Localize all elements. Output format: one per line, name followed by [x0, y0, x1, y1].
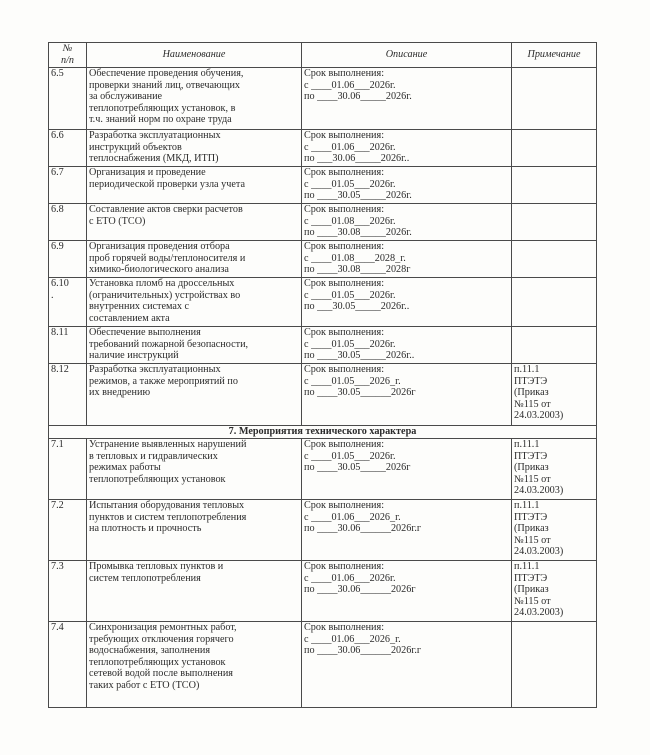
row-number: 6.8	[49, 204, 87, 241]
table-row	[49, 327, 597, 364]
table-row	[49, 622, 597, 708]
row-description: Срок выполнения: с ____01.08____2028_г. по ____30.08_____2028г	[302, 241, 512, 278]
document-sheet	[48, 42, 596, 708]
row-name: Устранение выявленных нарушений в тепловых и гидравлических режимах работы теплопотребляющих установок	[87, 439, 302, 500]
row-description: Срок выполнения: с ____01.06___2026_г. по ____30.06______2026г.г	[302, 622, 512, 708]
measures-table	[48, 42, 597, 708]
row-name: Организация проведения отбора проб горячей воды/теплоносителя и химико-биологического анализа	[87, 241, 302, 278]
row-note: п.11.1 ПТЭТЭ (Приказ №115 от 24.03.2003)	[512, 364, 597, 426]
row-name: Составление актов сверки расчетов с ЕТО (ТСО)	[87, 204, 302, 241]
table-row	[49, 167, 597, 204]
row-name: Разработка эксплуатационных режимов, а также мероприятий по их внедрению	[87, 364, 302, 426]
row-description: Срок выполнения: с ____01.05___2026г. по ___30.05_____2026г..	[302, 278, 512, 327]
row-note	[512, 327, 597, 364]
row-description: Срок выполнения: с ____01.06___2026г. по ____30.06_____2026г.	[302, 68, 512, 130]
row-name: Обеспечение выполнения требований пожарной безопасности, наличие инструкций	[87, 327, 302, 364]
header-number: № п/п	[49, 43, 87, 68]
row-name: Испытания оборудования тепловых пунктов и систем теплопотребления на плотность и прочность	[87, 500, 302, 561]
row-name: Установка пломб на дроссельных (ограничительных) устройствах во внутренних системах с составлением акта	[87, 278, 302, 327]
row-number: 6.5	[49, 68, 87, 130]
row-note	[512, 167, 597, 204]
row-number: 7.3	[49, 561, 87, 622]
row-note	[512, 622, 597, 708]
row-name: Синхронизация ремонтных работ, требующих отключения горячего водоснабжения, заполнения теплопотребляющих установок сетевой водой после выполнения таких работ с ЕТО (ТСО)	[87, 622, 302, 708]
row-description: Срок выполнения: с ____01.05___2026г. по ____30.05_____2026г.	[302, 167, 512, 204]
row-note	[512, 278, 597, 327]
header-description: Описание	[302, 43, 512, 68]
table-row	[49, 561, 597, 622]
row-name: Обеспечение проведения обучения, проверки знаний лиц, отвечающих за обслуживание теплопотребляющих установок, в т.ч. знаний норм по охране труда	[87, 68, 302, 130]
row-description: Срок выполнения: с ____01.06___2026г. по ____30.06______2026г	[302, 561, 512, 622]
table-row	[49, 364, 597, 426]
row-note	[512, 204, 597, 241]
row-description: Срок выполнения: с ____01.05___2026_г. по ____30.05______2026г	[302, 364, 512, 426]
section-title: 7. Мероприятия технического характера	[49, 426, 597, 439]
header-note: Примечание	[512, 43, 597, 68]
table-header-row	[49, 43, 597, 68]
row-note	[512, 241, 597, 278]
row-description: Срок выполнения: с ____01.06___2026г. по ___30.06_____2026г..	[302, 130, 512, 167]
row-note	[512, 68, 597, 130]
row-number: 7.2	[49, 500, 87, 561]
header-name: Наименование	[87, 43, 302, 68]
row-note: п.11.1 ПТЭТЭ (Приказ №115 от 24.03.2003)	[512, 561, 597, 622]
row-note: п.11.1 ПТЭТЭ (Приказ №115 от 24.03.2003)	[512, 500, 597, 561]
row-number: 8.11	[49, 327, 87, 364]
row-description: Срок выполнения: с ____01.05___2026г. по ____30.05_____2026г..	[302, 327, 512, 364]
table-row	[49, 278, 597, 327]
table-row	[49, 68, 597, 130]
table-row	[49, 130, 597, 167]
row-name: Разработка эксплуатационных инструкций объектов теплоснабжения (МКД, ИТП)	[87, 130, 302, 167]
row-note	[512, 130, 597, 167]
row-description: Срок выполнения: с ____01.06___2026_г. по ____30.06______2026г.г	[302, 500, 512, 561]
row-number: 6.7	[49, 167, 87, 204]
row-number: 6.9	[49, 241, 87, 278]
row-number: 8.12	[49, 364, 87, 426]
section-row	[49, 426, 597, 439]
row-number: 6.10 .	[49, 278, 87, 327]
table-row	[49, 500, 597, 561]
table-row	[49, 204, 597, 241]
row-name: Промывка тепловых пунктов и систем теплопотребления	[87, 561, 302, 622]
row-note: п.11.1 ПТЭТЭ (Приказ №115 от 24.03.2003)	[512, 439, 597, 500]
row-number: 7.4	[49, 622, 87, 708]
row-description: Срок выполнения: с ____01.08___2026г. по ____30.08_____2026г.	[302, 204, 512, 241]
row-number: 7.1	[49, 439, 87, 500]
row-number: 6.6	[49, 130, 87, 167]
table-row	[49, 241, 597, 278]
row-name: Организация и проведение периодической проверки узла учета	[87, 167, 302, 204]
table-row	[49, 439, 597, 500]
row-description: Срок выполнения: с ____01.05___2026г. по ____30.05_____2026г	[302, 439, 512, 500]
